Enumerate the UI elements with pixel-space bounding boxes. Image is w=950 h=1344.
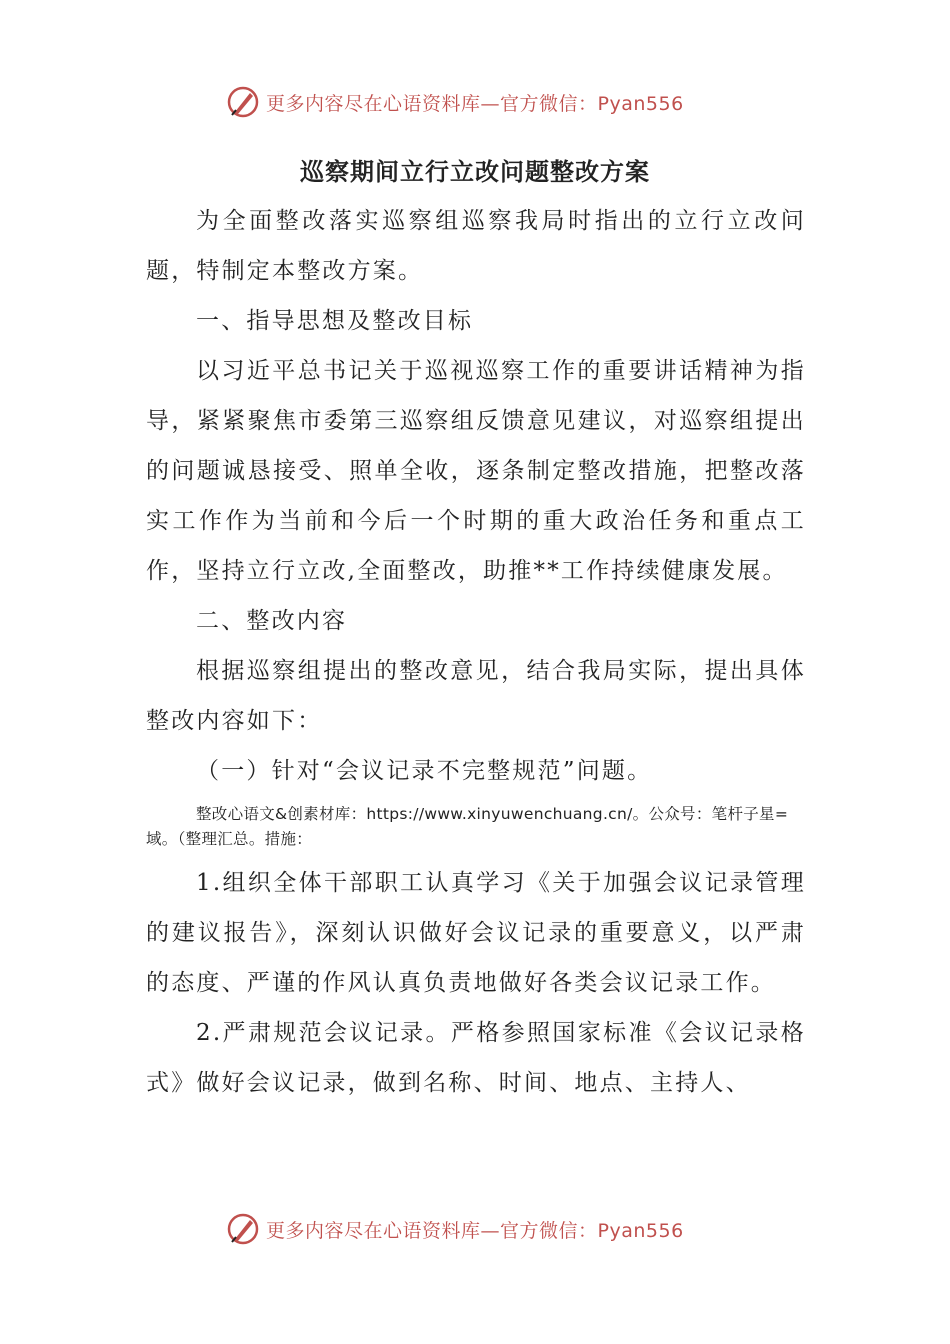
document-title: 巡察期间立行立改问题整改方案 — [300, 157, 650, 186]
subsection-heading-1: （一）针对“会议记录不完整规范”问题。 — [196, 758, 653, 784]
measure-item-2: 2.严肃规范会议记录。严格参照国家标准《会议记录格式》做好会议记录，做到名称、时间、地点、主持人、 — [146, 1020, 806, 1096]
content-paragraph: 根据巡察组提出的整改意见，结合我局实际，提出具体整改内容如下： — [146, 658, 806, 734]
footer-watermark-banner — [226, 1211, 684, 1247]
watermark-text: 更多内容尽在心语资料库—官方微信：Pyan556 — [266, 92, 684, 115]
guiding-paragraph: 以习近平总书记关于巡视巡察工作的重要讲话精神为指导，紧紧聚焦市委第三巡察组反馈意见建议，对巡察组提出的问题诚恳接受、照单全收，逐条制定整改措施，把整改落实工作作为当前和今后一个时期的重大政治任务和重点工作，坚持立行立改,全面整改，助推**工作持续健康发展。 — [146, 358, 806, 584]
header-watermark-banner — [226, 84, 684, 120]
document-body — [146, 196, 806, 1108]
quill-pen-logo-icon — [226, 85, 260, 119]
inserted-source-note: 整改心语文&创素材库：https://www.xinyuwenchuang.cn/。公众号：笔杆子星=域。（整理汇总。措施： — [146, 805, 789, 848]
section-heading-1: 一、指导思想及整改目标 — [196, 308, 474, 334]
measure-item-1: 1.组织全体干部职工认真学习《关于加强会议记录管理的建议报告》，深刻认识做好会议记录的重要意义，以严肃的态度、严谨的作风认真负责地做好各类会议记录工作。 — [146, 870, 806, 996]
watermark-text: 更多内容尽在心语资料库—官方微信：Pyan556 — [266, 1219, 684, 1242]
quill-pen-logo-icon — [226, 1212, 260, 1246]
section-heading-2: 二、整改内容 — [196, 608, 348, 634]
intro-paragraph: 为全面整改落实巡察组巡察我局时指出的立行立改问题，特制定本整改方案。 — [146, 208, 806, 284]
